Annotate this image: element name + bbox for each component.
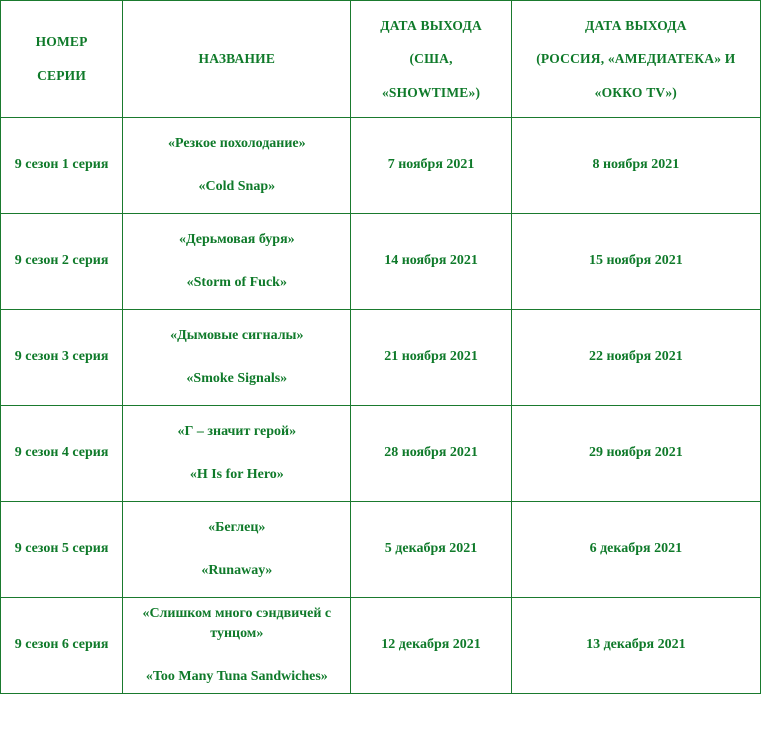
release-date-russia-cell: 13 декабря 2021 bbox=[511, 598, 760, 694]
table-row bbox=[1, 598, 761, 694]
episode-number-line: серия bbox=[72, 541, 109, 557]
header-line: «SHOWTIME») bbox=[381, 84, 481, 100]
episode-number-cell bbox=[1, 118, 123, 214]
release-date-russia-cell: 22 ноября 2021 bbox=[511, 310, 760, 406]
header-line: ДАТА ВЫХОДА bbox=[380, 17, 482, 33]
episode-title-ru: «Слишком много сэндвичей с тунцом» bbox=[142, 606, 332, 642]
episode-title-en: «Smoke Signals» bbox=[186, 370, 288, 386]
episode-title-cell bbox=[123, 406, 351, 502]
header-line: ДАТА ВЫХОДА bbox=[584, 17, 687, 33]
episode-number-line: 9 сезон 5 bbox=[14, 541, 69, 557]
episode-number-line: 9 сезон 4 bbox=[14, 445, 69, 461]
episode-number-cell bbox=[1, 502, 123, 598]
episode-number-line: серия bbox=[72, 349, 109, 365]
header-line: НОМЕР bbox=[35, 34, 88, 50]
episode-title-en: «H Is for Hero» bbox=[189, 466, 284, 482]
release-date-usa-cell: 5 декабря 2021 bbox=[351, 502, 511, 598]
episode-number-cell bbox=[1, 310, 123, 406]
release-date-usa-cell: 14 ноября 2021 bbox=[351, 214, 511, 310]
header-line: НАЗВАНИЕ bbox=[198, 51, 276, 67]
table-row bbox=[1, 310, 761, 406]
episode-number-line: 9 сезон 2 bbox=[14, 253, 69, 269]
release-date-usa-cell: 12 декабря 2021 bbox=[351, 598, 511, 694]
table-row bbox=[1, 406, 761, 502]
table-body bbox=[1, 118, 761, 694]
episode-title-cell bbox=[123, 502, 351, 598]
episode-number-line: 9 сезон 6 bbox=[14, 637, 69, 653]
episode-title-en: «Runaway» bbox=[201, 562, 273, 578]
header-line: (США, bbox=[409, 51, 453, 67]
episode-title-ru: «Беглец» bbox=[208, 520, 266, 536]
episode-number-line: серия bbox=[72, 637, 109, 653]
table-header bbox=[1, 1, 761, 118]
episode-number-cell bbox=[1, 214, 123, 310]
episode-number-cell bbox=[1, 406, 123, 502]
header-release-usa bbox=[351, 1, 511, 118]
release-date-usa-cell: 21 ноября 2021 bbox=[351, 310, 511, 406]
episode-number-line: серия bbox=[72, 157, 109, 173]
episode-number-cell bbox=[1, 598, 123, 694]
table-row bbox=[1, 214, 761, 310]
release-date-russia-cell: 15 ноября 2021 bbox=[511, 214, 760, 310]
release-date-russia-cell: 8 ноября 2021 bbox=[511, 118, 760, 214]
table-row bbox=[1, 502, 761, 598]
episode-title-ru: «Резкое похолодание» bbox=[167, 136, 306, 152]
table-row bbox=[1, 118, 761, 214]
episode-title-cell bbox=[123, 598, 351, 694]
episode-number-line: 9 сезон 1 bbox=[14, 157, 69, 173]
episode-number-line: серия bbox=[72, 253, 109, 269]
episode-number-line: 9 сезон 3 bbox=[14, 349, 69, 365]
header-line: (РОССИЯ, «АМЕДИАТЕКА» И bbox=[536, 51, 736, 67]
release-date-usa-cell: 28 ноября 2021 bbox=[351, 406, 511, 502]
header-title bbox=[123, 1, 351, 118]
episode-title-ru: «Г – значит герой» bbox=[177, 424, 297, 440]
episode-title-cell bbox=[123, 118, 351, 214]
header-release-russia bbox=[511, 1, 760, 118]
release-date-russia-cell: 29 ноября 2021 bbox=[511, 406, 760, 502]
release-date-russia-cell: 6 декабря 2021 bbox=[511, 502, 760, 598]
episode-title-ru: «Дерьмовая буря» bbox=[178, 232, 295, 248]
episode-title-ru: «Дымовые сигналы» bbox=[170, 328, 304, 344]
header-line: «ОККО TV») bbox=[594, 84, 678, 100]
episode-number-line: серия bbox=[72, 445, 109, 461]
header-line: СЕРИИ bbox=[37, 68, 87, 83]
episode-title-cell bbox=[123, 310, 351, 406]
episode-title-cell bbox=[123, 214, 351, 310]
episode-title-en: «Too Many Tuna Sandwiches» bbox=[145, 668, 328, 684]
episode-title-en: «Storm of Fuck» bbox=[186, 274, 287, 290]
episode-title-en: «Cold Snap» bbox=[198, 178, 276, 194]
release-date-usa-cell: 7 ноября 2021 bbox=[351, 118, 511, 214]
table-header-row bbox=[1, 1, 761, 118]
header-episode-number bbox=[1, 1, 123, 118]
